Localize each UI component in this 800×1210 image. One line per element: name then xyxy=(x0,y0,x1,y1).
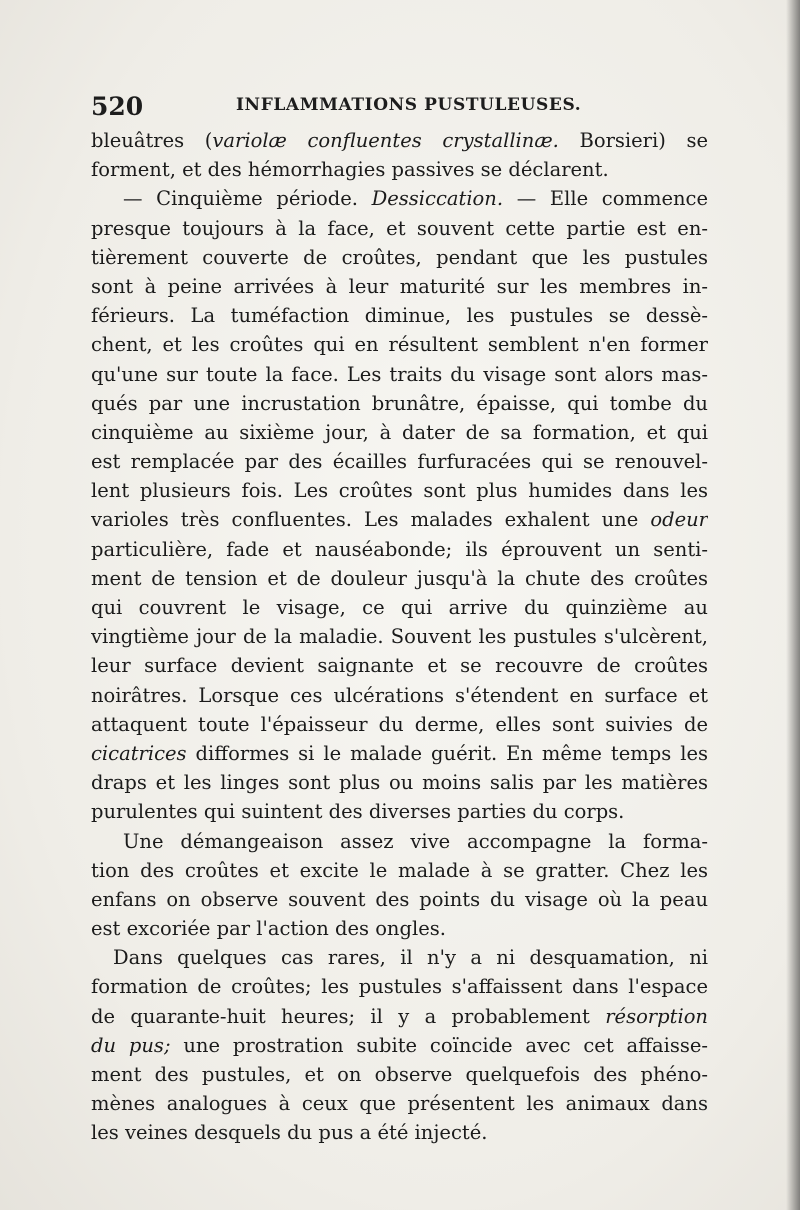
text-line xyxy=(91,184,708,213)
text-segment: Dans quelques cas rares, il n'y a ni desquamation, ni xyxy=(113,946,708,970)
text-segment: qués par une incrustation brunâtre, épaisse, qui tombe du xyxy=(91,391,708,415)
text-line xyxy=(91,272,708,301)
text-segment: — Cinquième période. xyxy=(123,187,372,211)
page-header xyxy=(91,92,711,126)
text-line xyxy=(91,914,708,943)
italic-text: du pus; xyxy=(91,1033,171,1057)
text-line xyxy=(91,126,708,155)
text-line xyxy=(91,593,708,622)
text-line xyxy=(91,1118,708,1147)
text-line xyxy=(91,330,708,359)
text-segment: Borsieri) se xyxy=(558,129,708,152)
text-line xyxy=(91,856,708,885)
text-line xyxy=(91,505,708,534)
text-segment: Une démangeaison assez vive accompagne la forma- xyxy=(123,829,708,853)
text-line xyxy=(91,535,708,564)
text-line xyxy=(91,622,708,651)
text-line xyxy=(91,710,708,739)
page-number: 520 xyxy=(91,92,144,121)
text-segment: ment de tension et de douleur jusqu'à la chute des croûtes xyxy=(91,566,708,590)
italic-text: odeur xyxy=(650,508,708,532)
text-segment: noirâtres. Lorsque ces ulcérations s'étendent en surface et xyxy=(91,683,708,707)
text-segment: — Elle commence xyxy=(503,187,708,211)
text-line xyxy=(91,651,708,680)
text-segment: tièrement couverte de croûtes, pendant que les pustules xyxy=(91,245,708,269)
text-segment: particulière, fade et nauséabonde; ils éprouvent un senti- xyxy=(91,537,708,561)
text-segment: forment, et des hémorrhagies passives se déclarent. xyxy=(91,158,609,182)
text-line xyxy=(91,1002,708,1031)
italic-text: résorption xyxy=(605,1004,708,1028)
text-segment: draps et les linges sont plus ou moins salis par les matières xyxy=(91,771,708,795)
text-segment: purulentes qui suintent des diverses parties du corps. xyxy=(91,800,625,824)
text-line xyxy=(91,827,708,856)
text-line xyxy=(91,214,708,243)
text-line xyxy=(91,768,708,797)
italic-text: variolæ confluentes crystallinæ. xyxy=(212,129,559,152)
text-line xyxy=(91,418,708,447)
text-line xyxy=(91,1089,708,1118)
text-segment: de quarante-huit heures; il y a probablement xyxy=(91,1004,606,1028)
text-line xyxy=(91,476,708,505)
text-segment: bleuâtres ( xyxy=(91,129,213,152)
text-segment: mènes analogues à ceux que présentent les animaux dans xyxy=(91,1092,708,1116)
text-line xyxy=(91,943,708,972)
text-line xyxy=(91,1060,708,1089)
text-segment: les veines desquels du pus a été injecté. xyxy=(91,1121,488,1145)
text-segment: tion des croûtes et excite le malade à se gratter. Chez les xyxy=(91,858,708,882)
text-segment: difformes si le malade guérit. En même temps les xyxy=(186,741,708,765)
text-line xyxy=(91,1031,708,1060)
italic-text: Dessiccation. xyxy=(371,187,504,211)
text-segment: cinquième au sixième jour, à dater de sa formation, et qui xyxy=(91,420,708,444)
text-segment: une prostration subite coïncide avec cet affaisse- xyxy=(170,1033,708,1057)
text-line xyxy=(91,243,708,272)
running-head: INFLAMMATIONS PUSTULEUSES. xyxy=(236,95,582,115)
text-line xyxy=(91,155,708,184)
text-line xyxy=(91,972,708,1001)
text-segment: qui couvrent le visage, ce qui arrive du quinzième au xyxy=(91,596,708,619)
text-line xyxy=(91,739,708,768)
text-segment: attaquent toute l'épaisseur du derme, elles sont suivies de xyxy=(91,712,708,736)
text-segment: vingtième jour de la maladie. Souvent les pustules s'ulcèrent, xyxy=(91,625,708,649)
text-segment: chent, et les croûtes qui en résultent semblent n'en former xyxy=(91,333,708,357)
text-line xyxy=(91,447,708,476)
text-segment: formation de croûtes; les pustules s'affaissent dans l'espace xyxy=(91,975,708,999)
text-segment: varioles très confluentes. Les malades exhalent une xyxy=(91,508,651,532)
text-line xyxy=(91,564,708,593)
text-segment: est excoriée par l'action des ongles. xyxy=(91,917,446,941)
text-line xyxy=(91,681,708,710)
page-edge-shadow xyxy=(786,0,800,1210)
italic-text: cicatrices xyxy=(91,741,187,765)
text-segment: leur surface devient saignante et se recouvre de croûtes xyxy=(91,654,708,678)
text-segment: enfans on observe souvent des points du visage où la peau xyxy=(91,887,708,911)
text-segment: férieurs. La tuméfaction diminue, les pustules se dessè- xyxy=(91,304,708,328)
text-segment: lent plusieurs fois. Les croûtes sont plus humides dans les xyxy=(91,479,708,503)
text-segment: ment des pustules, et on observe quelquefois des phéno- xyxy=(91,1063,708,1086)
text-line xyxy=(91,797,708,826)
text-line xyxy=(91,389,708,418)
body-text xyxy=(91,126,708,1148)
text-segment: sont à peine arrivées à leur maturité sur les membres in- xyxy=(91,274,708,298)
text-segment: qu'une sur toute la face. Les traits du visage sont alors mas- xyxy=(91,362,708,386)
text-line xyxy=(91,885,708,914)
text-segment: est remplacée par des écailles furfuracées qui se renouvel- xyxy=(91,450,708,474)
text-segment: presque toujours à la face, et souvent cette partie est en- xyxy=(91,216,708,240)
text-line xyxy=(91,301,708,330)
text-line xyxy=(91,360,708,389)
